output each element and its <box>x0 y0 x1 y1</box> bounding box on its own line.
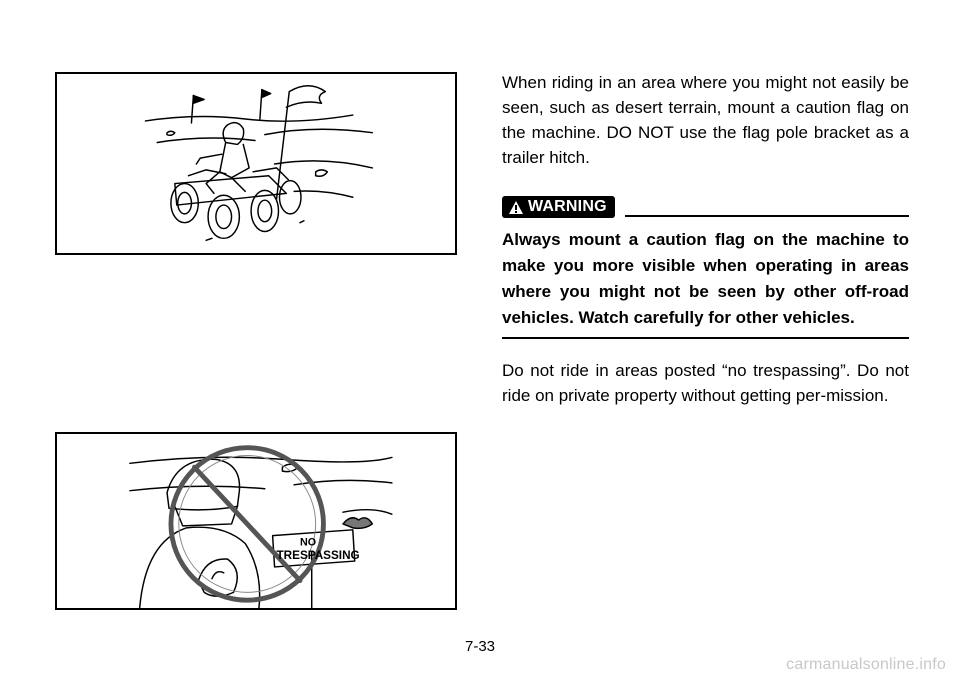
sign-text-trespassing: TRESPASSING <box>276 549 360 563</box>
warning-bottom-rule <box>502 337 909 339</box>
warning-header <box>502 194 909 218</box>
sign-text-no: NO <box>299 536 317 549</box>
page-number: 7-33 <box>464 638 496 655</box>
no-trespassing-illustration <box>55 432 457 610</box>
warning-text: Always mount a caution flag on the machine to make you more visible when operating in areas where you might not be seen by other off-road vehicles. Watch carefully for other vehicles. <box>502 230 909 327</box>
atv-flag-drawing <box>57 74 455 253</box>
no-trespassing-drawing <box>57 434 455 608</box>
watermark: carmanualsonline.info <box>786 656 946 673</box>
trespassing-paragraph: Do not ride in areas posted “no trespassing”. Do not ride on private property without getting per-mission. <box>502 361 909 405</box>
flag-instruction-paragraph: When riding in an area where you might not easily be seen, such as desert terrain, mount a caution flag on the machine. DO NOT use the flag pole bracket as a trailer hitch. <box>502 73 909 167</box>
atv-flag-illustration <box>55 72 457 255</box>
warning-badge <box>502 196 615 218</box>
warning-triangle-icon <box>508 200 524 215</box>
text-column <box>502 70 909 408</box>
warning-label: WARNING <box>528 198 607 215</box>
warning-top-rule <box>625 215 909 217</box>
